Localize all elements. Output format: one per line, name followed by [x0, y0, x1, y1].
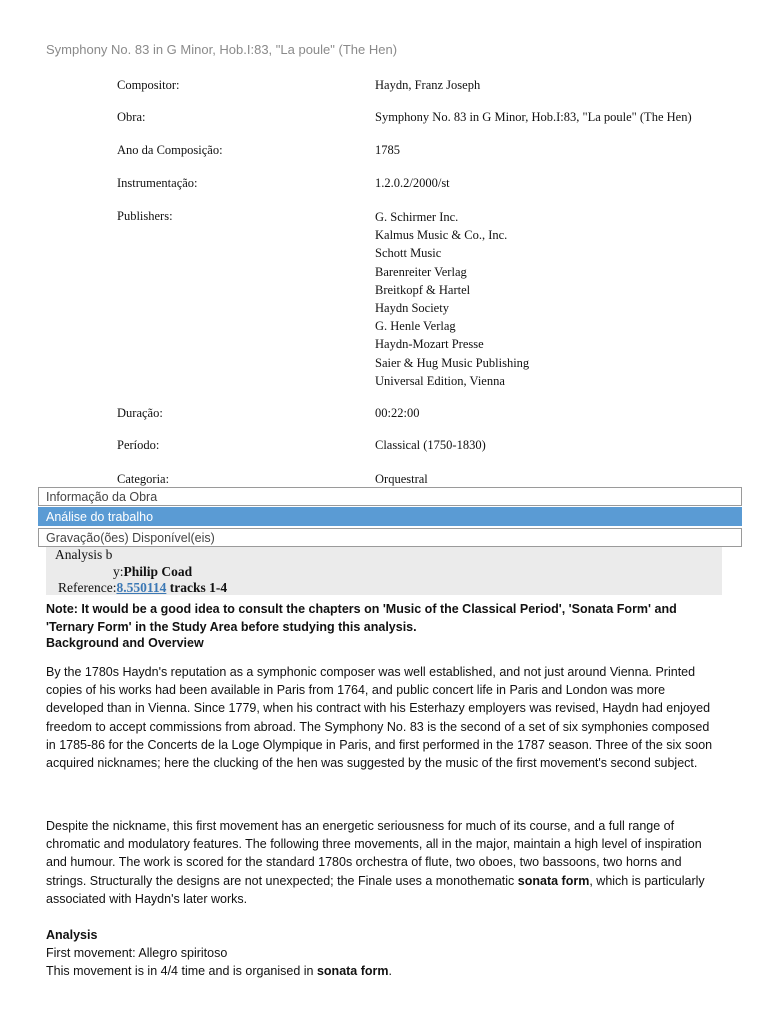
background-heading: Background and Overview	[46, 636, 204, 650]
publisher-item: Saier & Hug Music Publishing	[375, 355, 530, 370]
publisher-item: G. Schirmer Inc.	[375, 210, 459, 224]
publisher-item: Schott Music	[375, 246, 442, 261]
paragraph-text: Despite the nickname, this first movement has an energetic seriousness for much of its course, and a full range of chromatic and modulatory features. The following three movements, all in the major, maintain a high level of inspiration and humour. The work is scored for the standard 1780s orchestra of flute, two oboes, two bassoons, two horns and strings. Structurally the designs are not unexpected; the Finale uses a monothematic	[46, 819, 702, 888]
reference-tracks: tracks 1-4	[166, 580, 228, 595]
publisher-item: G. Henle Verlag	[375, 319, 456, 334]
publisher-item: Haydn-Mozart Presse	[375, 337, 484, 352]
analysis-by-suffix: y:	[113, 564, 124, 579]
analysis-author: Philip Coad	[123, 564, 193, 579]
tab-work-info[interactable]: Informação da Obra	[38, 487, 742, 506]
info-value: 1785	[375, 143, 400, 157]
paragraph-overview	[46, 817, 721, 908]
analysis-heading: Analysis	[46, 928, 98, 942]
info-value: 00:22:00	[375, 406, 420, 420]
info-value: Classical (1750-1830)	[375, 438, 486, 452]
first-movement-title: First movement: Allegro spiritoso	[46, 946, 228, 960]
paragraph-bold-term: sonata form	[517, 873, 590, 888]
page-title: Symphony No. 83 in G Minor, Hob.I:83, "La poule" (The Hen)	[46, 42, 398, 57]
publisher-item: Kalmus Music & Co., Inc.	[375, 228, 508, 243]
reference-link[interactable]: 8.550114	[116, 580, 167, 595]
info-key: Compositor:	[117, 78, 180, 92]
movement-text: This movement is in 4/4 time and is organised in	[46, 964, 317, 978]
info-value: Symphony No. 83 in G Minor, Hob.I:83, "La poule" (The Hen)	[375, 110, 692, 124]
paragraph-background: By the 1780s Haydn's reputation as a symphonic composer was well established, and not just around Vienna. Printed copies of his works had been available in Paris from 1764, and public concert life in Paris and London was more developed than in Vienna. Since 1779, when his contract with his Esterhazy employers was revised, Haydn had enjoyed freedom to accept commissions from abroad. The Symphony No. 83 is the second of a set of six symphonies composed in 1785-86 for the Concerts de la Loge Olympique in Paris, and first performed in the 1787 season. Three of the six soon acquired nicknames; here the clucking of the hen was suggested by the music of the first movement's second subject.	[46, 665, 713, 771]
info-key: Obra:	[117, 110, 146, 124]
analysis-by-label: Analysis b	[55, 547, 113, 562]
publisher-item: Breitkopf & Hartel	[375, 282, 471, 297]
tab-recordings[interactable]: Gravação(ões) Disponível(eis)	[38, 528, 742, 547]
info-key: Instrumentação:	[117, 176, 198, 190]
tab-work-analysis[interactable]: Análise do trabalho	[38, 507, 742, 526]
info-key: Período:	[117, 438, 160, 452]
info-value: Orquestral	[375, 472, 428, 486]
publisher-item: Barenreiter Verlag	[375, 264, 467, 279]
info-key: Ano da Composição:	[117, 143, 223, 157]
reference-label: Reference:	[58, 580, 117, 595]
movement-description	[46, 964, 392, 978]
info-key: Categoria:	[117, 472, 170, 486]
analysis-author-line	[113, 564, 192, 580]
study-note: Note: It would be a good idea to consult the chapters on 'Music of the Classical Period', 'Sonata Form' and 'Ternary Form' in the Study Area before studying this analysis.	[46, 602, 677, 634]
publishers-list	[375, 208, 529, 390]
publisher-item: Haydn Society	[375, 301, 449, 316]
info-value: 1.2.0.2/2000/st	[375, 176, 450, 190]
movement-text: .	[388, 964, 392, 978]
paragraph-text: , which is particularly associated with Haydn's later works.	[46, 873, 705, 906]
publisher-item: Universal Edition, Vienna	[375, 373, 505, 388]
info-key: Duração:	[117, 406, 163, 420]
info-key: Publishers:	[117, 209, 173, 223]
info-value: Haydn, Franz Joseph	[375, 78, 481, 92]
movement-bold-term: sonata form	[316, 964, 389, 978]
reference-line	[58, 580, 227, 596]
